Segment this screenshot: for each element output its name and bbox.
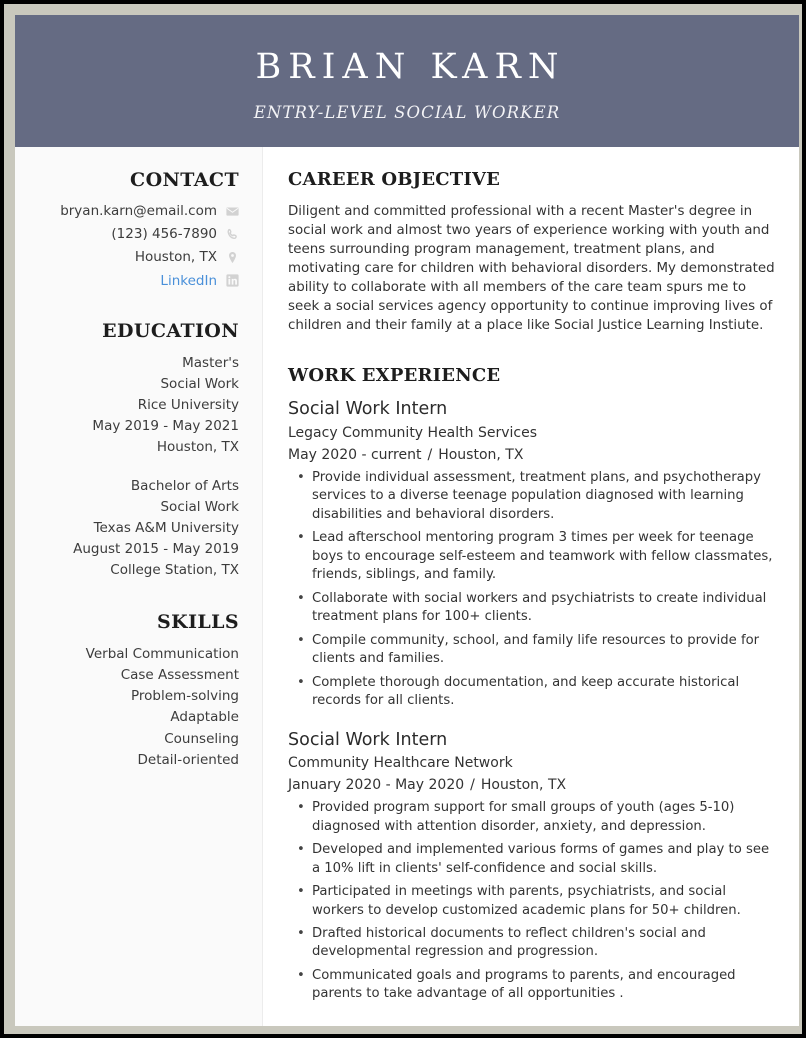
bullet-dot-icon: • xyxy=(297,926,305,941)
job-meta-separator: / xyxy=(427,446,433,463)
education-dates: May 2019 - May 2021 xyxy=(92,418,239,435)
job-bullet xyxy=(288,674,777,711)
contact-item-location xyxy=(29,248,239,266)
job-bullet-list xyxy=(288,799,777,1004)
candidate-name: BRIAN KARN xyxy=(255,46,566,87)
job-bullet-text: Compile community, school, and family life resources to provide for clients and families. xyxy=(312,632,760,667)
contact-phone-text: (123) 456-7890 xyxy=(111,226,217,243)
education-location: Houston, TX xyxy=(156,439,239,456)
contact-item-linkedin[interactable] xyxy=(29,272,239,290)
job-bullet-text: Developed and implemented various forms of games and play to see a 10% lift in clients' self-confidence and social skills. xyxy=(312,842,770,876)
job-bullet xyxy=(288,841,777,878)
envelope-icon xyxy=(226,205,239,218)
bullet-dot-icon: • xyxy=(297,967,305,983)
resume-sidebar xyxy=(15,147,263,1026)
job-location: Houston, TX xyxy=(438,446,524,463)
document-inner-edge xyxy=(4,4,802,1034)
bullet-dot-icon: • xyxy=(297,800,305,816)
job-dates: May 2020 - current xyxy=(288,446,422,463)
job-bullet xyxy=(288,529,777,584)
contact-linkedin-link[interactable]: LinkedIn xyxy=(160,272,217,289)
education-entry xyxy=(29,353,239,458)
career-objective-text: Diligent and committed professional with a recent Master's degree in social work and almost two years of experience working with youth and teens surrounding program management, treatment plans, and motivating care for children with behavioral disorders. My demonstrated ability to collaborate with all members of the care team spurs me to seek a social services agency opportunity to continue improving lives of children and their family at a place like Social Justice Learning Instiute. xyxy=(288,204,775,334)
job-bullet-text: Complete thorough documentation, and keep accurate historical records for all clients. xyxy=(312,674,740,709)
job-meta xyxy=(288,446,777,465)
resume-page xyxy=(15,15,799,1026)
job-company: Community Healthcare Network xyxy=(288,755,513,772)
job-bullet-text: Lead afterschool mentoring program 3 times per week for teenage boys to encourage self-esteem and teamwork with fellow classmates, friends, siblings, and family. xyxy=(312,530,773,583)
job-title: Social Work Intern xyxy=(288,399,448,420)
job-meta xyxy=(288,776,777,795)
job-bullet-list xyxy=(288,469,777,711)
candidate-job-title: ENTRY-LEVEL SOCIAL WORKER xyxy=(253,103,561,123)
skills-heading: SKILLS xyxy=(157,611,239,634)
job-dates: January 2020 - May 2020 xyxy=(288,777,465,794)
job-bullet xyxy=(288,799,777,836)
job-location: Houston, TX xyxy=(480,777,567,794)
job-bullet-text: Provided program support for small groups of youth (ages 5-10) diagnosed with attention disorder, anxiety, and depression. xyxy=(312,800,735,834)
contact-item-email xyxy=(29,202,239,220)
job-bullet xyxy=(288,883,777,920)
job-title: Social Work Intern xyxy=(288,729,448,750)
education-school: Texas A&M University xyxy=(93,520,239,537)
contact-item-phone xyxy=(29,225,239,243)
contact-location-text: Houston, TX xyxy=(134,249,217,266)
job-meta-separator: / xyxy=(470,777,475,794)
skill-item: Problem-solving xyxy=(131,688,239,705)
bullet-dot-icon: • xyxy=(297,590,305,606)
skill-item: Detail-oriented xyxy=(137,751,239,768)
job-bullet xyxy=(288,967,777,1004)
education-degree: Master's xyxy=(182,354,239,371)
job-bullet-text: Collaborate with social workers and psychiatrists to create individual treatment plans for 100+ clients. xyxy=(312,590,767,625)
job-company: Legacy Community Health Services xyxy=(288,424,537,441)
bullet-dot-icon: • xyxy=(297,842,305,858)
contact-heading: CONTACT xyxy=(130,169,239,191)
work-experience-entry xyxy=(288,398,777,710)
education-degree: Bachelor of Arts xyxy=(130,478,239,495)
bullet-dot-icon: • xyxy=(297,530,305,546)
contact-list xyxy=(29,202,239,290)
work-experience-heading: WORK EXPERIENCE xyxy=(288,365,501,387)
linkedin-icon[interactable] xyxy=(226,274,239,287)
skill-item: Case Assessment xyxy=(120,667,239,684)
job-bullet xyxy=(288,590,777,627)
job-bullet xyxy=(288,925,777,962)
education-field: Social Work xyxy=(160,375,239,392)
resume-main-content xyxy=(263,147,799,1026)
education-field: Social Work xyxy=(160,499,239,516)
education-dates: August 2015 - May 2019 xyxy=(73,541,239,558)
job-bullet xyxy=(288,632,777,669)
education-school: Rice University xyxy=(137,396,239,413)
job-bullet-text: Drafted historical documents to reflect children's social and developmental regression and progression. xyxy=(312,926,706,960)
resume-body xyxy=(15,147,799,1026)
bullet-dot-icon: • xyxy=(297,632,305,648)
bullet-dot-icon: • xyxy=(297,469,305,485)
skill-item: Verbal Communication xyxy=(85,646,239,663)
bullet-dot-icon: • xyxy=(297,674,305,690)
work-experience-entry xyxy=(288,729,777,1004)
job-bullet-text: Communicated goals and programs to parents, and encouraged parents to take advantage of all opportunities . xyxy=(312,967,736,1002)
skills-list xyxy=(29,644,239,770)
phone-icon xyxy=(226,228,239,241)
job-bullet xyxy=(288,469,777,524)
education-heading: EDUCATION xyxy=(102,319,239,342)
skill-item: Counseling xyxy=(164,730,239,747)
skill-item: Adaptable xyxy=(170,709,239,726)
map-pin-icon xyxy=(226,251,239,264)
career-objective-heading: CAREER OBJECTIVE xyxy=(288,169,501,190)
bullet-dot-icon: • xyxy=(297,884,305,900)
contact-email-text: bryan.karn@email.com xyxy=(60,203,217,219)
job-bullet-text: Participated in meetings with parents, psychiatrists, and social workers to develop customized academic plans for 50+ children. xyxy=(312,884,741,918)
education-location: College Station, TX xyxy=(110,562,239,579)
education-entry xyxy=(29,476,239,581)
resume-header xyxy=(15,15,799,147)
job-bullet-text: Provide individual assessment, treatment plans, and psychotherapy services to a diverse teenage population diagnosed with learning disabilities and behavioral disorders. xyxy=(312,469,761,522)
